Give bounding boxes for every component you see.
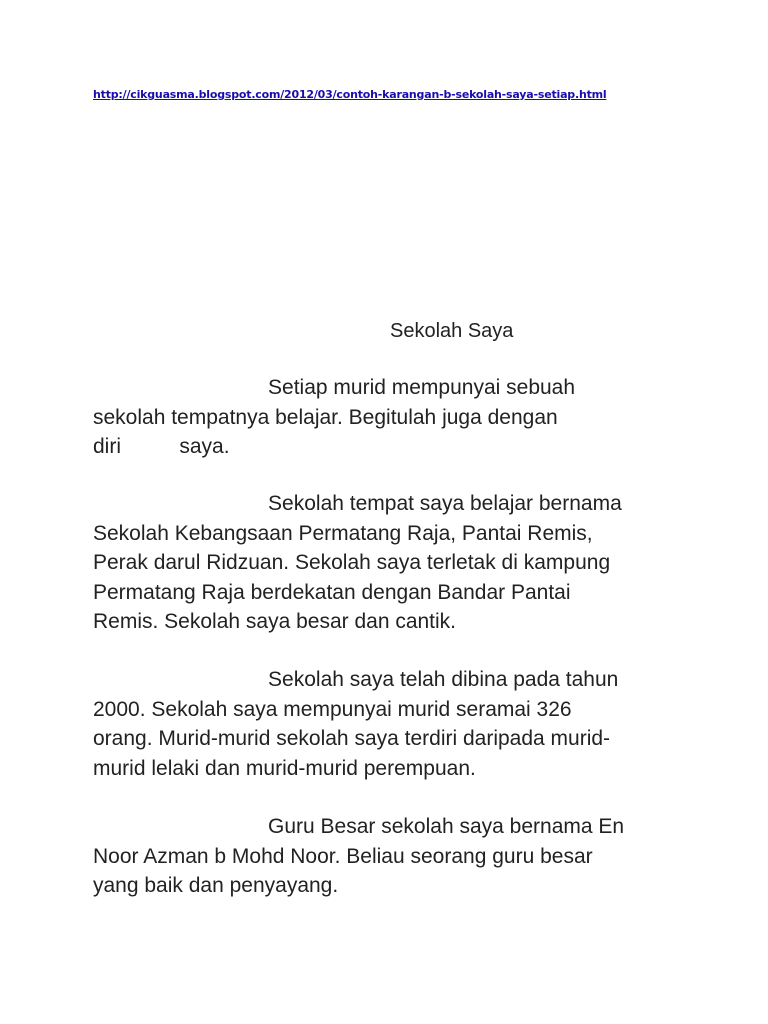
paragraph-3 <box>93 665 693 783</box>
paragraph-2 <box>93 489 693 637</box>
paragraph-4 <box>93 812 693 901</box>
paragraph-line: Sekolah saya telah dibina pada tahun <box>93 668 619 691</box>
paragraph-line: Setiap murid mempunyai sebuah <box>93 376 576 399</box>
paragraph-line: Perak darul Ridzuan. Sekolah saya terletak di kampung <box>93 551 611 574</box>
paragraph-line: murid lelaki dan murid-murid perempuan. <box>93 756 476 780</box>
essay-title: Sekolah Saya <box>390 320 514 342</box>
paragraph-1 <box>93 373 693 462</box>
paragraph-line: diri saya. <box>93 435 230 458</box>
paragraph-line: Guru Besar sekolah saya bernama En <box>93 815 625 838</box>
paragraph-line: 2000. Sekolah saya mempunyai murid seramai 326 <box>93 697 572 721</box>
source-link[interactable]: http://cikguasma.blogspot.com/2012/03/contoh-karangan-b-sekolah-saya-setiap.html <box>93 88 607 101</box>
paragraph-line: Sekolah Kebangsaan Permatang Raja, Pantai Remis, <box>93 521 593 545</box>
paragraph-line: Noor Azman b Mohd Noor. Beliau seorang guru besar <box>93 844 593 868</box>
paragraph-line: sekolah tempatnya belajar. Begitulah juga dengan <box>93 405 558 429</box>
paragraph-line: Remis. Sekolah saya besar dan cantik. <box>93 610 457 633</box>
paragraph-line: yang baik dan penyayang. <box>93 874 339 897</box>
paragraph-line: Permatang Raja berdekatan dengan Bandar Pantai <box>93 580 571 604</box>
paragraph-line: Sekolah tempat saya belajar bernama <box>93 492 622 515</box>
paragraph-line: orang. Murid-murid sekolah saya terdiri daripada murid- <box>93 727 611 750</box>
